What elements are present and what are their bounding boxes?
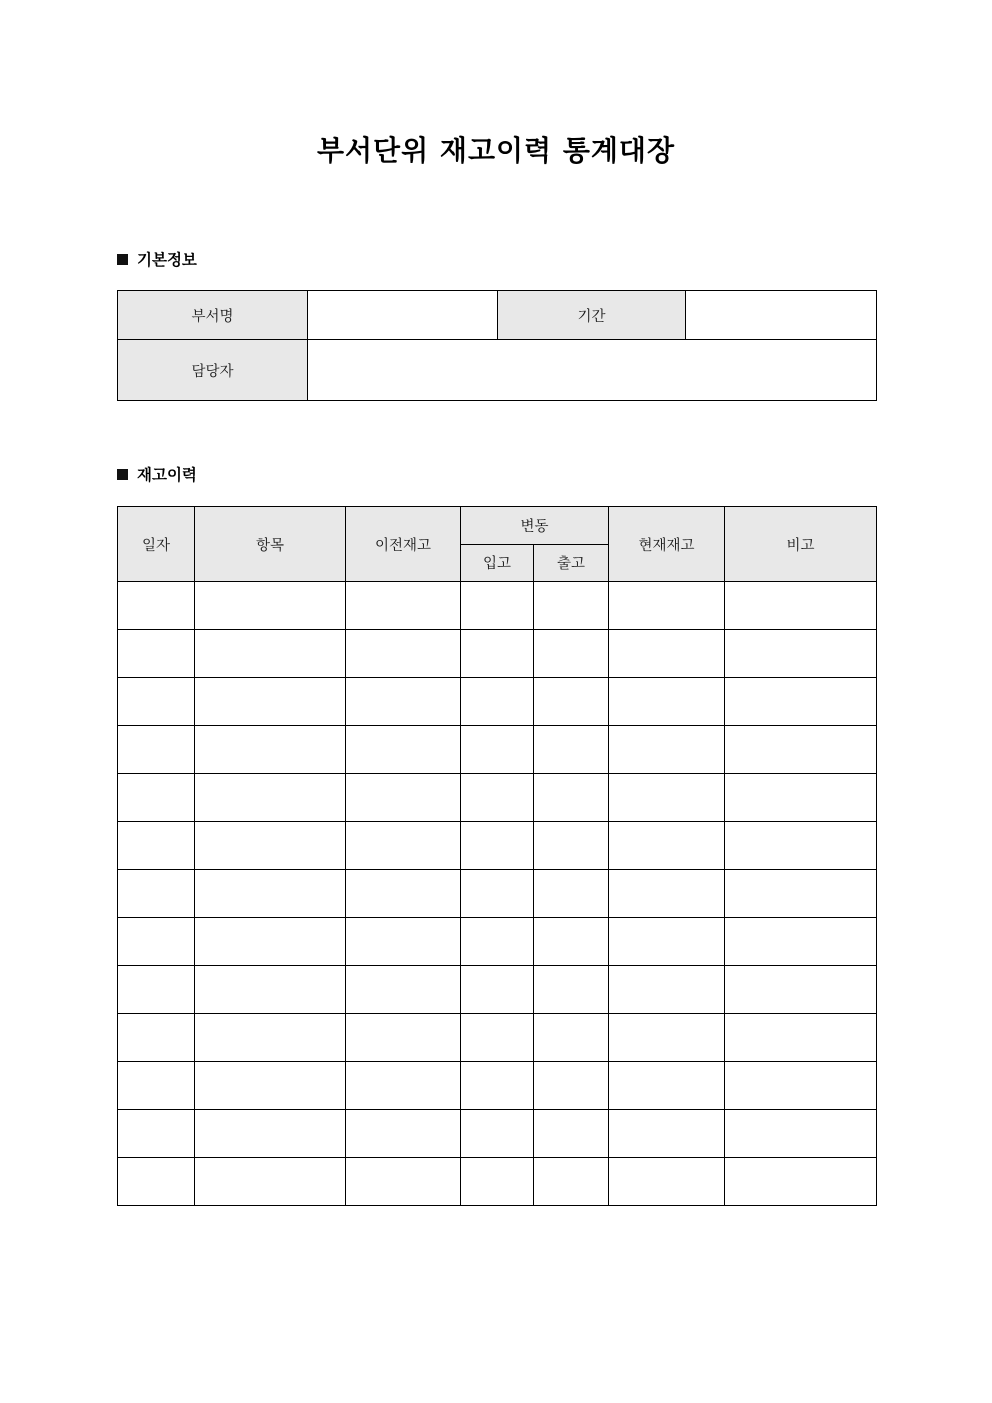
- square-bullet-icon: [117, 469, 128, 480]
- cell-change-in[interactable]: [461, 1014, 534, 1062]
- cell-change-out[interactable]: [534, 582, 609, 630]
- cell-date[interactable]: [118, 1158, 195, 1206]
- table-row: [118, 726, 877, 774]
- cell-previous-stock[interactable]: [346, 582, 461, 630]
- table-row: [118, 1062, 877, 1110]
- cell-note[interactable]: [725, 870, 877, 918]
- cell-item[interactable]: [195, 870, 346, 918]
- cell-item[interactable]: [195, 1014, 346, 1062]
- cell-change-out[interactable]: [534, 918, 609, 966]
- cell-previous-stock[interactable]: [346, 630, 461, 678]
- section-heading-label: 재고이력: [137, 466, 197, 484]
- cell-current-stock[interactable]: [609, 582, 725, 630]
- cell-date[interactable]: [118, 918, 195, 966]
- page-title: 부서단위 재고이력 통계대장: [316, 134, 676, 167]
- table-row: [118, 1158, 877, 1206]
- column-header-previous-stock: 이전재고: [346, 507, 461, 582]
- cell-item[interactable]: [195, 678, 346, 726]
- cell-item[interactable]: [195, 774, 346, 822]
- cell-change-out[interactable]: [534, 1158, 609, 1206]
- table-row: [118, 630, 877, 678]
- table-row: [118, 774, 877, 822]
- cell-item[interactable]: [195, 630, 346, 678]
- cell-date[interactable]: [118, 1062, 195, 1110]
- cell-note[interactable]: [725, 966, 877, 1014]
- field-label-manager: 담당자: [118, 340, 308, 401]
- cell-change-out[interactable]: [534, 630, 609, 678]
- cell-previous-stock[interactable]: [346, 726, 461, 774]
- cell-change-in[interactable]: [461, 774, 534, 822]
- cell-date[interactable]: [118, 966, 195, 1014]
- table-row: [118, 678, 877, 726]
- cell-current-stock[interactable]: [609, 1158, 725, 1206]
- cell-date[interactable]: [118, 822, 195, 870]
- cell-change-out[interactable]: [534, 726, 609, 774]
- field-value-manager[interactable]: [308, 340, 877, 401]
- cell-date[interactable]: [118, 774, 195, 822]
- table-row: [118, 291, 877, 340]
- cell-date[interactable]: [118, 1014, 195, 1062]
- cell-change-in[interactable]: [461, 966, 534, 1014]
- field-value-period[interactable]: [686, 291, 877, 340]
- cell-date[interactable]: [118, 582, 195, 630]
- cell-current-stock[interactable]: [609, 678, 725, 726]
- cell-item[interactable]: [195, 726, 346, 774]
- table-row: [118, 918, 877, 966]
- cell-note[interactable]: [725, 822, 877, 870]
- cell-note[interactable]: [725, 1062, 877, 1110]
- cell-previous-stock[interactable]: [346, 774, 461, 822]
- inventory-history-table: [117, 506, 877, 1206]
- table-header: [118, 507, 877, 582]
- cell-item[interactable]: [195, 966, 346, 1014]
- cell-change-in[interactable]: [461, 1062, 534, 1110]
- cell-note[interactable]: [725, 726, 877, 774]
- column-header-change-in: 입고: [461, 544, 534, 582]
- cell-previous-stock[interactable]: [346, 1110, 461, 1158]
- cell-change-out[interactable]: [534, 966, 609, 1014]
- cell-item[interactable]: [195, 1062, 346, 1110]
- cell-previous-stock[interactable]: [346, 1158, 461, 1206]
- cell-change-in[interactable]: [461, 918, 534, 966]
- table-header-row-top: [118, 507, 877, 545]
- cell-current-stock[interactable]: [609, 630, 725, 678]
- square-bullet-icon: [117, 254, 128, 265]
- cell-date[interactable]: [118, 726, 195, 774]
- field-label-department: 부서명: [118, 291, 308, 340]
- cell-date[interactable]: [118, 678, 195, 726]
- table-row: [118, 1014, 877, 1062]
- cell-previous-stock[interactable]: [346, 918, 461, 966]
- table-row: [118, 1110, 877, 1158]
- cell-current-stock[interactable]: [609, 774, 725, 822]
- section-inventory-history-heading: [117, 463, 197, 485]
- table-row: [118, 870, 877, 918]
- cell-previous-stock[interactable]: [346, 1014, 461, 1062]
- column-header-item: 항목: [195, 507, 346, 582]
- cell-previous-stock[interactable]: [346, 822, 461, 870]
- column-header-note: 비고: [725, 507, 877, 582]
- cell-change-out[interactable]: [534, 870, 609, 918]
- cell-change-in[interactable]: [461, 726, 534, 774]
- cell-change-in[interactable]: [461, 630, 534, 678]
- cell-current-stock[interactable]: [609, 870, 725, 918]
- cell-date[interactable]: [118, 870, 195, 918]
- column-header-current-stock: 현재재고: [609, 507, 725, 582]
- cell-current-stock[interactable]: [609, 726, 725, 774]
- cell-change-in[interactable]: [461, 1158, 534, 1206]
- section-heading-label: 기본정보: [137, 251, 197, 269]
- cell-note[interactable]: [725, 582, 877, 630]
- cell-change-out[interactable]: [534, 1062, 609, 1110]
- cell-change-in[interactable]: [461, 822, 534, 870]
- cell-note[interactable]: [725, 1158, 877, 1206]
- field-label-period: 기간: [498, 291, 686, 340]
- table-row: [118, 822, 877, 870]
- cell-previous-stock[interactable]: [346, 870, 461, 918]
- table-row: [118, 582, 877, 630]
- cell-previous-stock[interactable]: [346, 678, 461, 726]
- column-header-change-out: 출고: [534, 544, 609, 582]
- cell-previous-stock[interactable]: [346, 966, 461, 1014]
- cell-note[interactable]: [725, 1014, 877, 1062]
- cell-note[interactable]: [725, 774, 877, 822]
- basic-info-table: [117, 290, 877, 401]
- cell-change-out[interactable]: [534, 678, 609, 726]
- cell-date[interactable]: [118, 1110, 195, 1158]
- cell-change-out[interactable]: [534, 1110, 609, 1158]
- cell-note[interactable]: [725, 678, 877, 726]
- cell-change-out[interactable]: [534, 774, 609, 822]
- cell-current-stock[interactable]: [609, 1110, 725, 1158]
- cell-item[interactable]: [195, 1110, 346, 1158]
- cell-change-out[interactable]: [534, 1014, 609, 1062]
- cell-change-in[interactable]: [461, 870, 534, 918]
- cell-change-in[interactable]: [461, 582, 534, 630]
- section-basic-info-heading: [117, 248, 197, 270]
- table-row: [118, 966, 877, 1014]
- cell-date[interactable]: [118, 630, 195, 678]
- table-row: [118, 340, 877, 401]
- cell-current-stock[interactable]: [609, 822, 725, 870]
- cell-current-stock[interactable]: [609, 1014, 725, 1062]
- cell-current-stock[interactable]: [609, 918, 725, 966]
- cell-previous-stock[interactable]: [346, 1062, 461, 1110]
- cell-item[interactable]: [195, 582, 346, 630]
- cell-change-in[interactable]: [461, 1110, 534, 1158]
- field-value-department[interactable]: [308, 291, 498, 340]
- cell-item[interactable]: [195, 1158, 346, 1206]
- cell-note[interactable]: [725, 1110, 877, 1158]
- column-header-change-group: 변동: [461, 507, 609, 545]
- cell-change-out[interactable]: [534, 822, 609, 870]
- cell-current-stock[interactable]: [609, 1062, 725, 1110]
- cell-current-stock[interactable]: [609, 966, 725, 1014]
- cell-item[interactable]: [195, 918, 346, 966]
- table-body: [118, 582, 877, 1206]
- cell-change-in[interactable]: [461, 678, 534, 726]
- cell-item[interactable]: [195, 822, 346, 870]
- cell-note[interactable]: [725, 918, 877, 966]
- column-header-date: 일자: [118, 507, 195, 582]
- cell-note[interactable]: [725, 630, 877, 678]
